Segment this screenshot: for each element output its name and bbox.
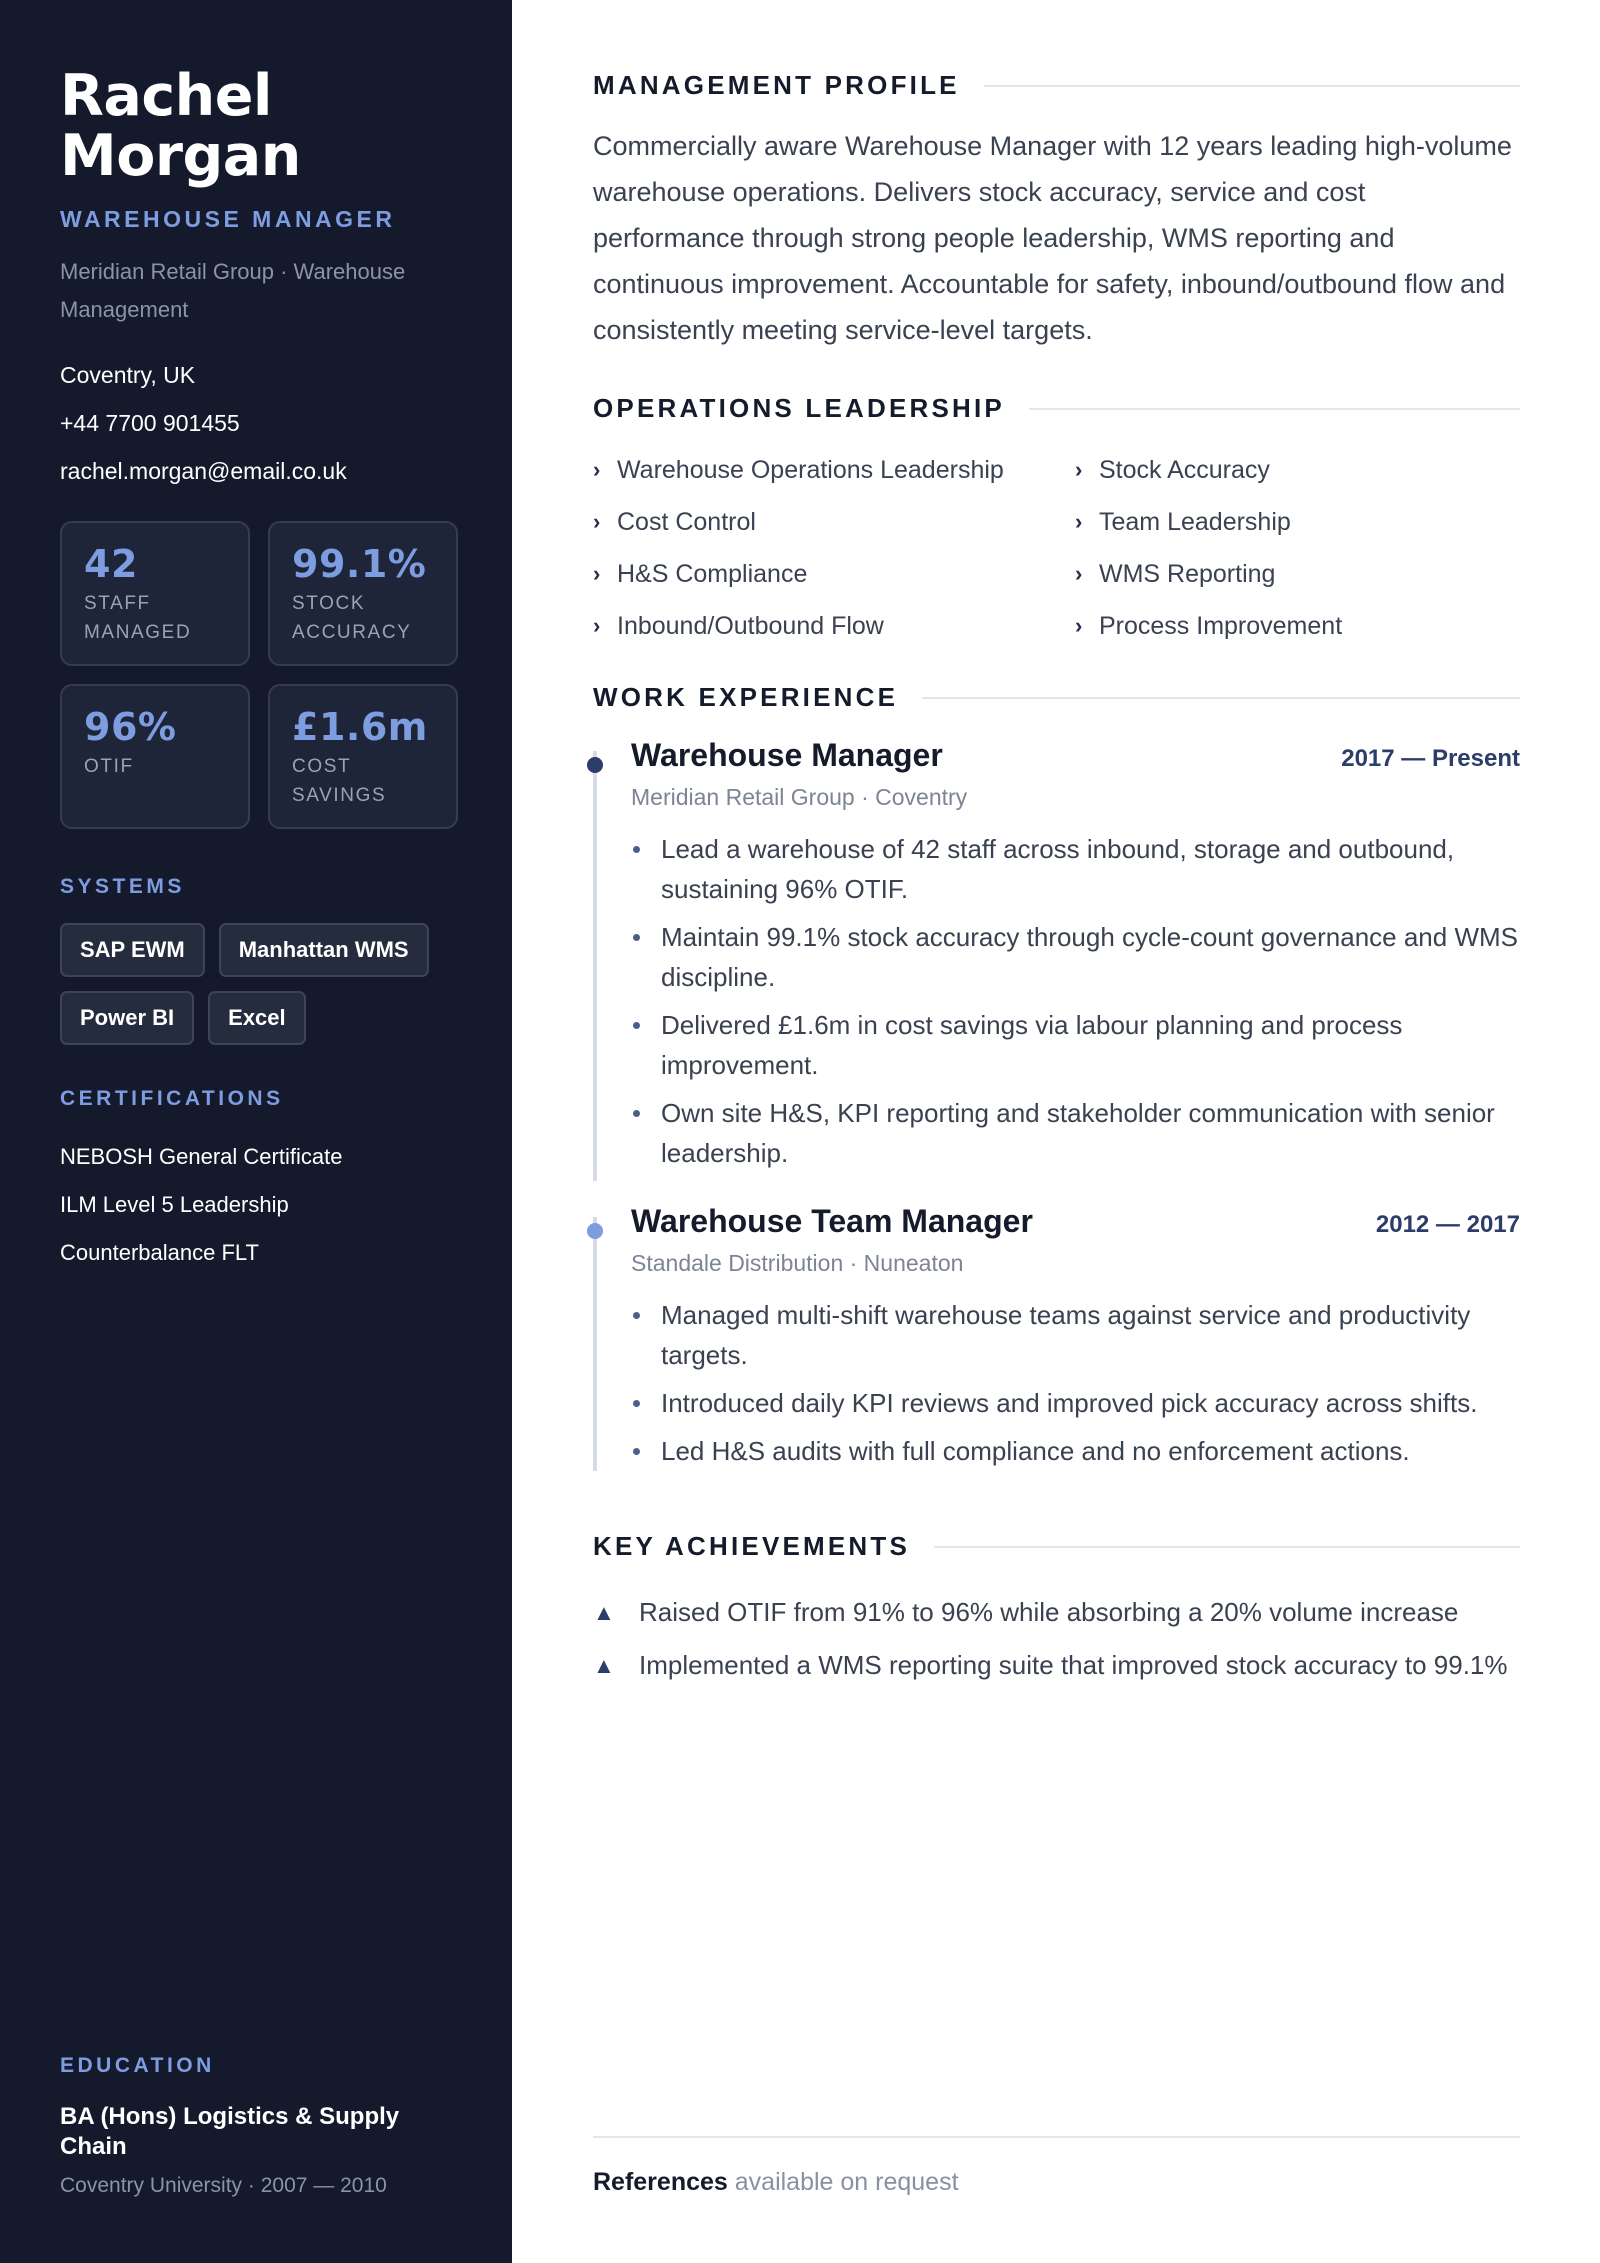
chevron-right-icon: › [1075,509,1083,534]
skill-label: Inbound/Outbound Flow [617,612,884,640]
stat-card [60,684,250,829]
triangle-up-icon: ▲ [593,1653,615,1678]
timeline-rail [593,751,597,1181]
references-rest: available on request [734,2168,959,2196]
stat-card [268,684,458,829]
achievements-section [593,1531,1520,1686]
chevron-right-icon: › [593,457,601,482]
section-divider [934,1546,1520,1548]
job-entry [593,737,1520,1203]
skill-label: WMS Reporting [1099,560,1276,588]
job-dates: 2012 — 2017 [1375,1211,1520,1238]
location-text: Coventry, UK [60,362,196,388]
stat-card [268,521,458,666]
education-heading: EDUCATION [60,2054,215,2077]
operations-section [593,393,1520,642]
timeline-rail [593,1217,597,1471]
chevron-right-icon: › [1075,561,1083,586]
job-title: Warehouse Manager [631,737,943,773]
current-company: Meridian Retail Group · Warehouse Management [60,259,406,322]
skill-item [593,558,1075,590]
references-bold: References [593,2168,728,2196]
stat-label-line: SAVINGS [292,785,387,806]
chevron-right-icon: › [1075,613,1083,638]
achievement-item [593,1592,1520,1633]
achievement-text: Implemented a WMS reporting suite that improved stock accuracy to 99.1% [639,1650,1508,1680]
skill-label: Warehouse Operations Leadership [617,456,1004,484]
achievement-item [593,1645,1520,1686]
job-dates: 2017 — Present [1341,745,1520,772]
certification-item: NEBOSH General Certificate [60,1144,343,1169]
chevron-right-icon: › [1075,457,1083,482]
system-tag: SAP EWM [60,923,205,977]
job-company: Meridian Retail Group · Coventry [631,784,968,810]
job-bullet: Managed multi-shift warehouse teams against service and productivity targets. [631,1295,1520,1375]
achievements-heading: KEY ACHIEVEMENTS [593,1531,911,1561]
skill-label: Team Leadership [1099,508,1291,536]
system-tag: Excel [208,991,306,1045]
sidebar [0,0,512,2263]
skills-grid [593,454,1520,642]
job-bullet: Lead a warehouse of 42 staff across inbound, storage and outbound, sustaining 96% OTIF. [631,829,1520,909]
job-header [631,1203,1520,1240]
job-bullets [631,829,1520,1173]
chevron-right-icon: › [593,509,601,534]
section-header [593,1531,1520,1562]
skill-label: Process Improvement [1099,612,1343,640]
certifications-section [60,1087,460,1277]
profile-heading: MANAGEMENT PROFILE [593,70,960,100]
experience-timeline [593,737,1520,1471]
main-content [512,0,1600,2263]
systems-heading: SYSTEMS [60,875,185,898]
stat-label [84,752,226,781]
chevron-right-icon: › [593,613,601,638]
references-note [593,2168,959,2197]
systems-tags [60,923,460,1045]
timeline-dot-icon [587,1223,603,1239]
systems-section [60,875,460,1045]
system-tag: Power BI [60,991,194,1045]
stat-label-line: ACCURACY [292,622,412,643]
job-bullet: Introduced daily KPI reviews and improved pick accuracy across shifts. [631,1383,1520,1423]
stats-grid [60,521,460,829]
job-bullet: Led H&S audits with full compliance and no enforcement actions. [631,1431,1520,1471]
stat-label [292,752,434,810]
name-last: Morgan [60,123,301,189]
work-experience-section [593,682,1520,1471]
candidate-name [60,63,460,189]
section-header [593,70,1520,101]
system-tag: Manhattan WMS [219,923,429,977]
job-bullet: Maintain 99.1% stock accuracy through cycle-count governance and WMS discipline. [631,917,1520,997]
section-divider [922,697,1520,699]
education-section [60,2054,460,2198]
section-divider [1029,408,1520,410]
work-heading: WORK EXPERIENCE [593,682,899,712]
job-role: WAREHOUSE MANAGER [60,206,396,232]
certifications-list [60,1133,460,1277]
stat-label-line: STOCK [292,593,366,614]
job-company: Standale Distribution · Nuneaton [631,1250,964,1276]
education-school: Coventry University · 2007 — 2010 [60,2174,387,2197]
stat-label-line: STAFF [84,593,151,614]
certifications-heading: CERTIFICATIONS [60,1087,284,1110]
job-bullets [631,1295,1520,1471]
skill-label: Cost Control [617,508,756,536]
job-entry [593,1203,1520,1471]
skill-item [1075,506,1495,538]
stat-value: 99.1% [292,542,427,586]
chevron-right-icon: › [593,561,601,586]
achievement-text: Raised OTIF from 91% to 96% while absorbing a 20% volume increase [639,1597,1459,1627]
certification-item: Counterbalance FLT [60,1240,259,1265]
stat-label [292,589,434,647]
stat-label-line: MANAGED [84,622,192,643]
stat-label-line: COST [292,756,352,777]
skill-item [1075,558,1495,590]
skill-item [593,610,1075,642]
profile-text: Commercially aware Warehouse Manager with 12 years leading high-volume warehouse operations. Delivers stock accuracy, service and cost performance through strong people leadership, WMS reporting and continuous improvement. Accountable for safety, inbound/outbound flow and consistently meeting service-level targets. [593,131,1512,345]
footer-divider [593,2136,1520,2138]
section-header [593,393,1520,424]
name-first: Rachel [60,63,272,129]
skill-item [593,454,1075,486]
skill-label: Stock Accuracy [1099,456,1270,484]
skill-item [1075,454,1495,486]
email-link[interactable]: rachel.morgan@email.co.uk [60,458,347,484]
job-header [631,737,1520,774]
profile-section [593,70,1520,353]
section-header [593,682,1520,713]
skill-item [593,506,1075,538]
skill-label: H&S Compliance [617,560,808,588]
job-bullet: Delivered £1.6m in cost savings via labour planning and process improvement. [631,1005,1520,1085]
education-degree: BA (Hons) Logistics & Supply Chain [60,2103,400,2160]
stat-value: 42 [84,542,138,586]
operations-heading: OPERATIONS LEADERSHIP [593,393,1005,423]
timeline-dot-icon [587,757,603,773]
contact-info [60,351,460,495]
job-title: Warehouse Team Manager [631,1203,1033,1239]
stat-value: £1.6m [292,705,428,749]
achievements-list [593,1592,1520,1686]
stat-label [84,589,226,647]
job-bullet: Own site H&S, KPI reporting and stakeholder communication with senior leadership. [631,1093,1520,1173]
section-divider [984,85,1520,87]
stat-label-line: OTIF [84,756,134,777]
skill-item [1075,610,1495,642]
certification-item: ILM Level 5 Leadership [60,1192,289,1217]
stat-value: 96% [84,705,177,749]
triangle-up-icon: ▲ [593,1600,615,1625]
stat-card [60,521,250,666]
phone-text[interactable]: +44 7700 901455 [60,410,240,436]
